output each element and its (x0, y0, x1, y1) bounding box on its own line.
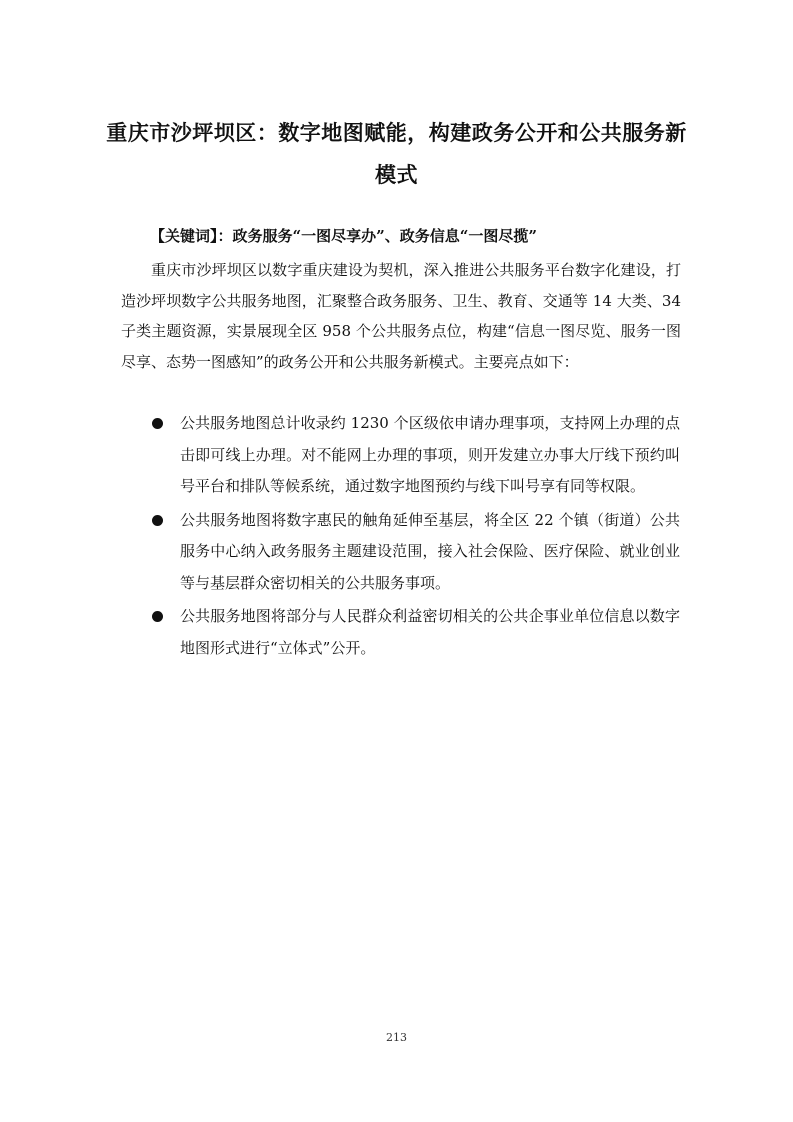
list-item-text: 公共服务地图将数字惠民的触角延伸至基层，将全区 22 个镇（街道）公共服务中心纳入政务服务主题建设范围，接入社会保险、医疗保险、就业创业等与基层群众密切相关的公共服务事项。 (180, 510, 680, 592)
list-item (150, 505, 680, 600)
page-number: 213 (386, 1031, 407, 1044)
list-item (150, 601, 680, 664)
page-title: 重庆市沙坪坝区：数字地图赋能，构建政务公开和公共服务新模式 (106, 121, 687, 188)
intro-paragraph: 重庆市沙坪坝区以数字重庆建设为契机，深入推进公共服务平台数字化建设，打造沙坪坝数字公共服务地图，汇聚整合政务服务、卫生、教育、交通等 14 大类、34 子类主题资源，实景展现全区 958 个公共服务点位，构建“信息一图尽览、服务一图尽享、态势一图感知”的政务公开和公共服务新模式。主要亮点如下： (121, 261, 681, 371)
bullet-icon (152, 611, 163, 622)
bullet-icon (152, 515, 163, 526)
highlights-list (150, 408, 680, 666)
keywords-line: 【关键词】：政务服务“一图尽享办”、政务信息“一图尽揽” (150, 227, 538, 245)
list-item-text: 公共服务地图总计收录约 1230 个区级依申请办理事项，支持网上办理的点击即可线上办理。对不能网上办理的事项，则开发建立办事大厅线下预约叫号平台和排队等候系统，通过数字地图预约与线下叫号享有同等权限。 (180, 414, 680, 495)
list-item (150, 408, 680, 503)
bullet-icon (152, 418, 163, 429)
list-item-text: 公共服务地图将部分与人民群众利益密切相关的公共企事业单位信息以数字地图形式进行“立体式”公开。 (180, 607, 680, 657)
